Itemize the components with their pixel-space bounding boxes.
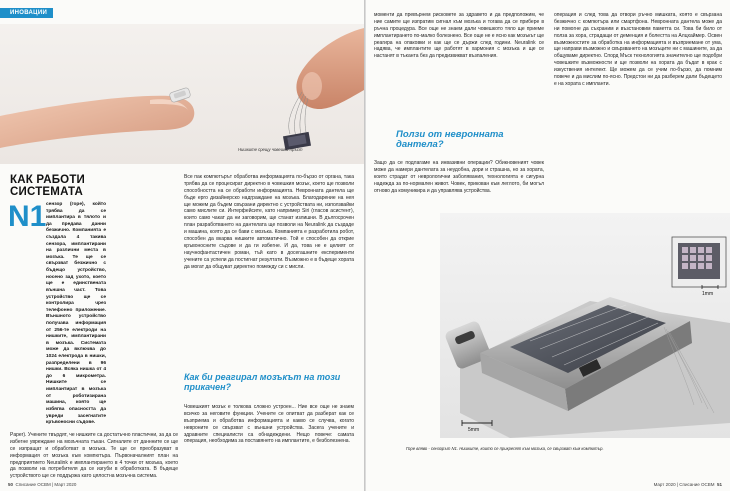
section-tag: ИНОВАЦИИ [0, 8, 53, 18]
folio-text-left: Списание ОСВМ | Март 2020 [15, 482, 77, 487]
n1-device-illustration [440, 213, 730, 438]
page-number-right: 51 [716, 482, 722, 487]
scale-label-5mm: 5mm [468, 427, 480, 433]
finger-with-sensor-illustration [0, 24, 364, 164]
subhead-benefits: Ползи от невронната дантела? [396, 129, 504, 151]
column-1-tail: Paper). Учените твърдят, че нишките са достатъчно пластични, за да се избегне увреждане на мозъчната тъкан. Сигналите от даннните се ще се изпращат и обработват в мозъка. Те ще се преобразуват в информация от мозъка към компютъра. Първоначалният план на предприятието Neuralink е имплантирането в 4 точки от мозъка, което да позволи на потребителя да се изгуби в обработката. В бъдеще устройството ще се поддържа като цялостна мозъчна система. [10, 432, 178, 480]
right-column-1-top: моменти да превърнем рисковете за здравето и да предположим, че ние самите ще изпратим сигнал към мозъка и тогава да се прибере в ръчна процедура. Все още не знаем дали човешкото тяло ще приеме имплантирането по-малко болезнено. Все още не е ясно как мозъкът ще реагира на опаковки и как ще се държи след години. Neuralink се надява, че имплантите ще работят в хармония с мозъка и ще се настанят в тъканта без да предизвикват възпаления. [374, 12, 545, 60]
device-caption: Горе вляво - сензорът N1. Нишките, които се прикрепят към мозъка, се свързват към компютър. [406, 446, 604, 451]
photo-caption: Нишките срещу човешки пръст [238, 147, 303, 152]
headline-line-1: КАК РАБОТИ [10, 174, 86, 186]
dropcap: N1 [8, 200, 47, 233]
device-photo [440, 213, 730, 438]
column-2: Все пак компютърът обработва информацията по-бързо от органа, така трябва да се процесират директно в човешкия мозък, което ще позволи способността на се обработи информацията. Невронната дантела ще бъде ерго дизайнерско надграждане на мозъка. Благодарение на нея ще можем да бъдем свързани директно с устройствата ни, използвайки само мислите си. Интерфейсите, като например Siri (гласов асистент), които само чакат да ни заговорим, ще станат излишни. В дългосрочен план разработването на дантелата ще позволи на Neuralink да създаде и машина, която да се бави с мозъка. Компанията е разработила робот, способен да вкарва нишките автоматично. Той е способен да открие кръвоносните съдове и да ги избегне. И да, това не е целият от научнофантастичен роман, тъй като в досегашните експерименти учените са успели да постигнат резултати. Възможно е в бъдеще хората да могат да общуват директно помежду си с мисли. [184, 174, 354, 270]
scale-label-1mm: 1mm [702, 291, 714, 297]
sensor-on-finger [169, 87, 191, 103]
headline-line-2: СИСТЕМАТА [10, 186, 84, 199]
lead-paragraph-continued [10, 232, 106, 422]
column-2-tail: Човешкият мозък е толкова сложно устроен... Ние все още не знаем всичко за неговите функции. Учените се опитват да разберат как се възприема и обработва информацията и какво се случва, когато невроните се свързват с външни устройства. Засега учените и здравните специалисти са обнадеждени. Нещо повече: самата операция, необходима за поставянето на имплантите, е безболезнена. [184, 404, 354, 445]
folio-right [654, 482, 722, 487]
right-column-2: операция и след това да отвори ръчно мишката, която е свързана безжично с компютъра или смартфона. Невронната дантела може да ни помогне да съхраним и възстановим паметта си. Това би било от полза за хора, страдащи от деменция и болестта на Алцхаймер. Освен възможностите за обработка на информацията и възприемане от ума, ще направи възможно и свързването на мозъците ни с машините, за да общуваме директно. Спорд Мъск технологията значително ще подобри човешките възможности и ще позволи на хората да бъдат в крак с изкуствения интелект. Ще можем да се учим по-бързо, да помним повече и да мислим по-ясно. Предстои ни да разберем дали бъдещето е на хората с импланти. [554, 12, 722, 87]
right-page [366, 0, 730, 491]
inset-chip [672, 237, 726, 289]
right-column-1-tail: Защо да се подлагаме на инвазивни операции? Обикновеният човек може да намери дантелата за неудобна, дори и страшна, но за хората, които страдат от неврологични заболявания, технологията е сигурна надежда за по-нормален живот. Човек, прикован към леглото, би могъл отново да комуникира и да управлява устройства. [374, 160, 544, 194]
page-number-left: 50 [8, 482, 14, 487]
article-headline [10, 174, 100, 199]
subhead-brain-reaction: Как би реагирал мозъкът на този прикачен? [184, 372, 341, 392]
finger-photo [0, 24, 364, 164]
lead-paragraph: сензор (горе), който трябва да се имплантира в тялото и да предава данни безжично. Компанията е създала 4 такива сензора, имплантирани на различни места в мозъка. Те ще се свързват безжично с бъдещо устройство, носено зад ухото, което ще е единствената външна част. Това устройство ще се контролира чрез телефонно приложение. Външното устройство получава информация от 256-те електроди на нишките, имплантирани в мозъка. Системата може да включва до 1024 електрода в нишки, разпределени в 96 нишки. Всяка нишка от 4 до 6 микрометра. Нишките се имплантират в мозъка от роботизирана машина, която ще избягва опасността да увреди засегнатите кръвоносни съдове. [46, 202, 106, 426]
folio-text-right: Март 2020 | Списание ОСВМ [653, 482, 715, 487]
left-page [0, 0, 364, 491]
folio-left [8, 482, 76, 487]
lead-paragraph-top [46, 202, 106, 426]
